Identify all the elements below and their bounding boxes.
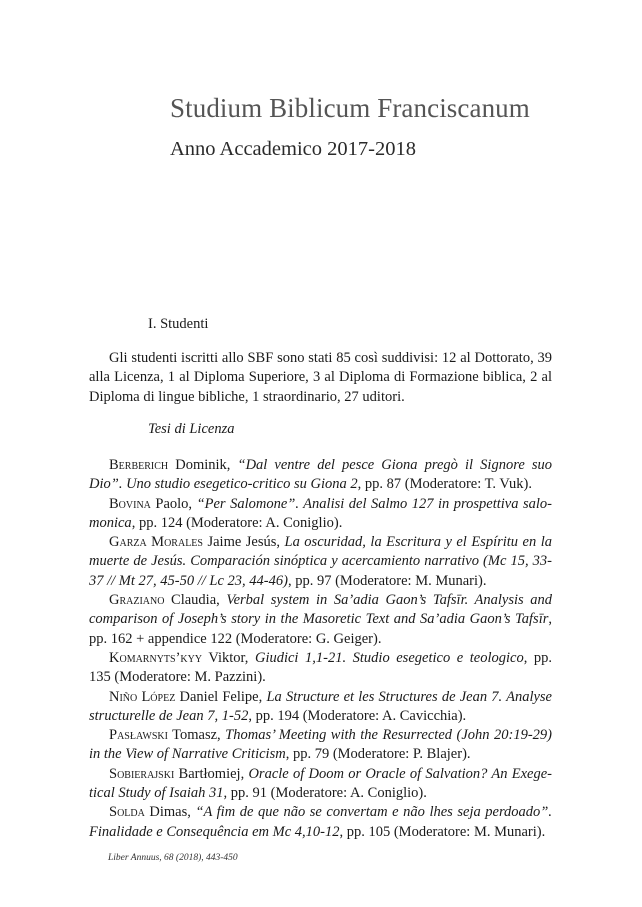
thesis-entry: [89, 495, 552, 534]
thesis-details: , pp. 79 (Moderatore: P. Blajer).: [285, 746, 471, 763]
thesis-entry: [89, 726, 552, 765]
thesis-title: La Structure et les Structures de Jean 7. Analyse structurelle de Jean 7, 1-52: [89, 688, 552, 724]
thesis-title: “Per Salomone”. Analisi del Salmo 127 in prospettiva salomonica: [89, 495, 552, 531]
author-surname: Niño López: [109, 688, 176, 705]
author-surname: Komarnyts’kyy: [109, 649, 203, 666]
thesis-title: “Dal ventre del pesce Giona pregò il Signore suo Dio”. Uno studio esegetico-critico su Giona 2: [89, 457, 552, 493]
author-surname: Pasławski: [109, 727, 168, 744]
thesis-list: [89, 456, 552, 842]
thesis-title: Oracle of Doom or Oracle of Salvation? An Exegetical Study of Isaiah 31: [89, 765, 553, 802]
author-given: Dominik,: [168, 457, 238, 473]
thesis-details: , pp. 105 (Moderatore: M. Munari).: [339, 823, 546, 840]
author-given: Bartłomiej,: [174, 765, 249, 782]
author-given: Tomasz,: [167, 727, 226, 744]
author-given: Jaime Jesús,: [202, 534, 285, 551]
page-title: Studium Biblicum Franciscanum: [170, 93, 530, 123]
thesis-entry: [89, 533, 552, 591]
intro-paragraph: Gli studenti iscritti allo SBF sono stati 85 così suddivisi: 12 al Dottorato, 39 alla Licenza, 1 al Diploma Superiore, 3 al Diploma di Formazione biblica, 2 al Diploma di lingue bibliche, 1 straordinario, 27 uditori.: [89, 350, 552, 405]
page-subtitle: Anno Accademico 2017-2018: [170, 138, 416, 160]
subsection-heading: Tesi di Licenza: [148, 421, 235, 437]
thesis-details: , pp. 135 (Moderatore: M. Pazzini).: [89, 649, 552, 686]
thesis-details: , pp. 162 + appendice 122 (Moderatore: G. Geiger).: [89, 611, 552, 647]
author-surname: Berberich: [109, 457, 169, 473]
thesis-title: “A fim de que não se convertam e não lhes seja perdoado”. Finalidade e Consequência em Mc 4,10-12: [89, 804, 553, 840]
thesis-title: Thomas’ Meeting with the Resurrected (John 20:19-29) in the View of Narrative Criticism: [89, 727, 552, 763]
thesis-entry: [89, 765, 552, 804]
journal-citation: Liber Annuus, 68 (2018), 443-450: [108, 853, 238, 863]
thesis-title: Giudici 1,1-21. Studio esegetico e teologico: [254, 649, 524, 666]
author-given: Claudia,: [164, 592, 227, 609]
thesis-details: , pp. 87 (Moderatore: T. Vuk).: [357, 476, 532, 493]
author-surname: Graziano: [109, 592, 165, 609]
thesis-entry: [89, 456, 552, 495]
author-given: Dimas,: [144, 804, 196, 821]
author-given: Paolo,: [150, 495, 197, 512]
thesis-details: , pp. 124 (Moderatore: A. Coniglio).: [131, 514, 343, 531]
thesis-title: La oscuridad, la Escritura y el Espíritu en la muerte de Jesús. Comparación sinóptica y acercamiento narrativo (Mc 15, 33-37 // Mt 27, 45-50 // Lc 23, 44-46): [89, 534, 552, 589]
thesis-details: , pp. 91 (Moderatore: A. Coniglio).: [223, 785, 427, 802]
author-surname: Solda: [109, 804, 145, 821]
author-surname: Garza Morales: [109, 534, 203, 551]
author-given: Daniel Felipe,: [175, 688, 267, 705]
thesis-details: , pp. 194 (Moderatore: A. Cavicchia).: [248, 707, 467, 724]
author-surname: Bovina: [109, 495, 151, 512]
author-surname: Sobierajski: [109, 765, 175, 782]
section-heading: I. Studenti: [148, 316, 209, 332]
thesis-entry: [89, 649, 552, 688]
thesis-details: , pp. 97 (Moderatore: M. Munari).: [287, 572, 487, 589]
thesis-title: Verbal system in Sa’adia Gaon’s Tafsīr. Analysis and comparison of Joseph’s story in the Masoretic Text and Sa’adia Gaon’s Tafsīr: [89, 592, 552, 628]
author-given: Viktor,: [202, 649, 255, 666]
thesis-entry: [89, 803, 552, 842]
thesis-entry: [89, 688, 552, 727]
thesis-entry: [89, 591, 552, 649]
